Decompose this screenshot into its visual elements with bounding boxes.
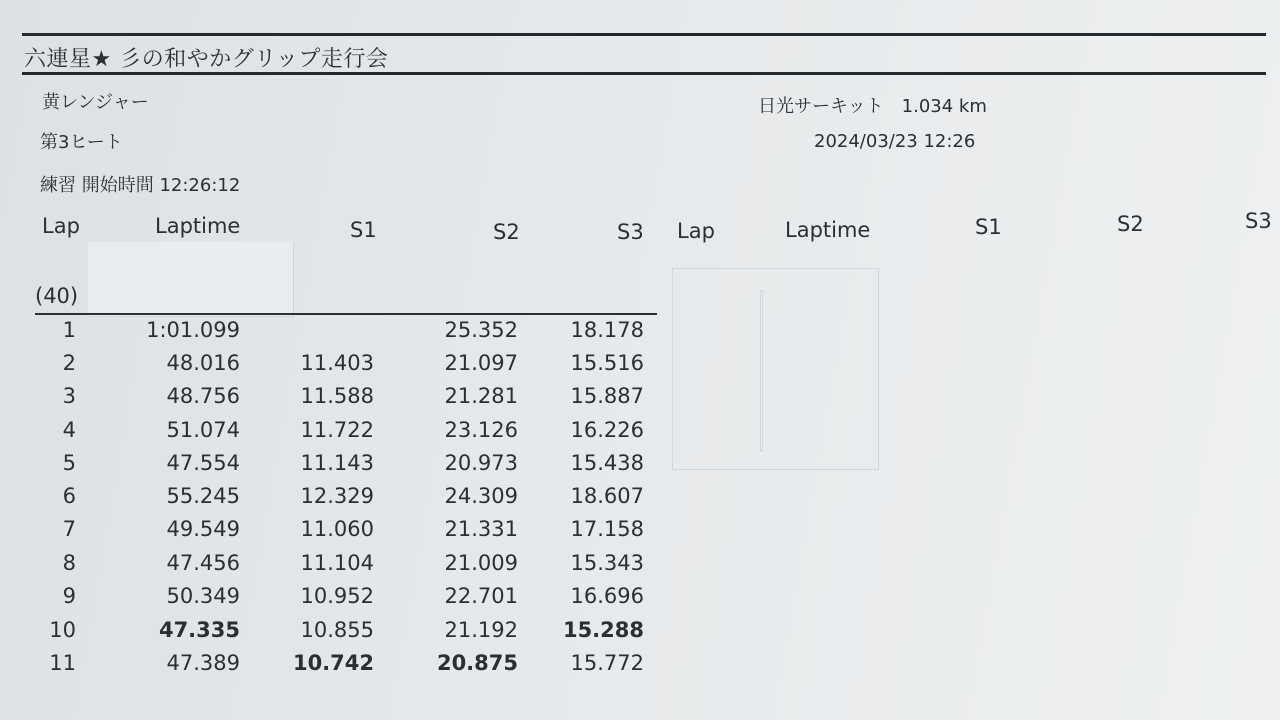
s2-cell: 20.973	[444, 451, 518, 475]
s1-cell: 10.855	[300, 618, 374, 642]
col-header-s1: S1	[350, 218, 377, 242]
s3-cell: 18.178	[570, 318, 644, 342]
s2-cell: 21.097	[444, 351, 518, 375]
lap-number: 11	[49, 651, 76, 675]
table-row	[0, 418, 700, 451]
col-header-laptime: Laptime	[155, 214, 241, 238]
s2-cell: 22.701	[444, 584, 518, 608]
header-bottom-rule	[22, 72, 1266, 75]
lap-number: 3	[62, 384, 76, 408]
s1-cell: 12.329	[300, 484, 374, 508]
s3-cell: 15.343	[570, 551, 644, 575]
s3-cell: 15.516	[570, 351, 644, 375]
s2-cell: 21.331	[444, 517, 518, 541]
laptime-cell: 47.456	[166, 551, 240, 575]
col-header-lap: Lap	[42, 214, 80, 238]
col-header-s2: S2	[1117, 212, 1144, 236]
s3-cell: 15.887	[570, 384, 644, 408]
s2-cell: 21.192	[444, 618, 518, 642]
lap-number: 7	[62, 517, 76, 541]
class-name: 黄レンジャー	[42, 92, 149, 113]
s3-cell: 15.438	[570, 451, 644, 475]
laptime-cell: 48.756	[166, 384, 240, 408]
heat-number: 第3ヒート	[40, 132, 123, 153]
s2-cell: 21.009	[444, 551, 518, 575]
s1-cell: 11.143	[300, 451, 374, 475]
session-datetime: 2024/03/23 12:26	[814, 131, 976, 152]
laptime-cell: 47.389	[166, 651, 240, 675]
s3-cell: 15.772	[570, 651, 644, 675]
lap-number: 9	[62, 584, 76, 608]
table-divider	[35, 313, 657, 315]
lap-number: 4	[62, 418, 76, 442]
laptime-cell: 49.549	[166, 517, 240, 541]
s1-cell: 11.588	[300, 384, 374, 408]
faint-background-box	[760, 290, 763, 452]
laptime-cell-best: 47.335	[158, 618, 240, 642]
laptime-cell: 1:01.099	[146, 318, 240, 342]
s1-cell: 10.952	[300, 584, 374, 608]
event-title: 六連星★ 彡の和やかグリップ走行会	[24, 47, 389, 72]
s2-cell: 24.309	[444, 484, 518, 508]
laptime-cell: 50.349	[166, 584, 240, 608]
col-header-s1: S1	[975, 215, 1002, 239]
s2-cell-best: 20.875	[436, 651, 518, 675]
s3-cell: 16.696	[570, 584, 644, 608]
lap-number: 10	[49, 618, 76, 642]
s2-cell: 25.352	[444, 318, 518, 342]
laptime-cell: 55.245	[166, 484, 240, 508]
table-row	[0, 517, 700, 550]
s1-cell: 11.403	[300, 351, 374, 375]
col-header-s2: S2	[493, 220, 520, 244]
header-top-rule	[22, 33, 1266, 36]
s3-cell: 16.226	[570, 418, 644, 442]
s3-cell: 18.607	[570, 484, 644, 508]
lap-number: 5	[62, 451, 76, 475]
col-header-s3: S3	[1245, 209, 1272, 233]
laptime-cell: 51.074	[166, 418, 240, 442]
table-row	[0, 551, 700, 584]
table-row	[0, 384, 700, 417]
col-header-laptime: Laptime	[785, 218, 871, 242]
s1-cell-best: 10.742	[292, 651, 374, 675]
lap-count: (40)	[35, 284, 79, 308]
table-row	[0, 584, 700, 617]
lap-number: 1	[62, 318, 76, 342]
s1-cell: 11.060	[300, 517, 374, 541]
s3-cell: 17.158	[570, 517, 644, 541]
circuit-info: 日光サーキット 1.034 km	[758, 96, 987, 117]
table-row	[0, 318, 700, 351]
faint-background-box	[672, 268, 879, 470]
lap-number: 8	[62, 551, 76, 575]
s2-cell: 23.126	[444, 418, 518, 442]
laptime-cell: 47.554	[166, 451, 240, 475]
table-row	[0, 618, 700, 651]
col-header-lap: Lap	[677, 219, 715, 243]
s2-cell: 21.281	[444, 384, 518, 408]
table-row	[0, 351, 700, 384]
laptime-cell: 48.016	[166, 351, 240, 375]
redacted-driver-name	[88, 242, 294, 317]
table-row	[0, 451, 700, 484]
lap-number: 2	[62, 351, 76, 375]
col-header-s3: S3	[617, 220, 644, 244]
table-row	[0, 484, 700, 517]
s1-cell: 11.722	[300, 418, 374, 442]
lap-number: 6	[62, 484, 76, 508]
table-row	[0, 651, 700, 684]
s1-cell: 11.104	[300, 551, 374, 575]
s3-cell-best: 15.288	[562, 618, 644, 642]
session-start-time: 練習 開始時間 12:26:12	[40, 175, 241, 196]
